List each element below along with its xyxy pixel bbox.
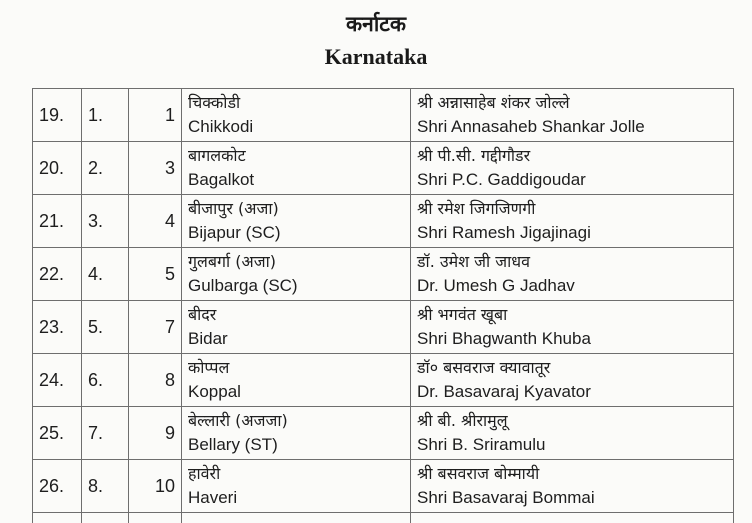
- candidate-hindi: श्री बसवराज बोम्मायी: [417, 462, 733, 486]
- state-serial-cell: 7.: [82, 407, 129, 460]
- candidate-cell: [411, 354, 734, 407]
- table-row: [33, 142, 734, 195]
- constituency-hindi: बेल्लारी (अजजा): [188, 409, 410, 433]
- constituency-number-cell: 3: [129, 142, 182, 195]
- constituency-hindi: चिक्कोडी: [188, 91, 410, 115]
- serial-cell: 22.: [33, 248, 82, 301]
- candidate-english: Shri Ramesh Jigajinagi: [417, 221, 733, 245]
- constituency-hindi: बागलकोट: [188, 144, 410, 168]
- serial-cell: 26.: [33, 460, 82, 513]
- candidate-cell: [411, 89, 734, 142]
- serial-cell: 24.: [33, 354, 82, 407]
- candidate-english: Shri Bhagwanth Khuba: [417, 327, 733, 351]
- candidate-hindi: श्री पी.सी. गद्दीगौडर: [417, 144, 733, 168]
- candidate-cell: [411, 407, 734, 460]
- table-row: [33, 407, 734, 460]
- candidate-english: Shri Annasaheb Shankar Jolle: [417, 115, 733, 139]
- constituency-number-cell: 9: [129, 407, 182, 460]
- constituency-english: Bidar: [188, 327, 410, 351]
- constituency-english: Haveri: [188, 486, 410, 510]
- candidate-cell: [411, 460, 734, 513]
- constituency-hindi: हावेरी: [188, 462, 410, 486]
- constituency-number-cell: 8: [129, 354, 182, 407]
- constituency-cell: [182, 195, 411, 248]
- constituency-hindi: बीदर: [188, 303, 410, 327]
- table-row: [33, 460, 734, 513]
- candidate-cell: [411, 195, 734, 248]
- table-row: [33, 248, 734, 301]
- candidate-cell: [411, 248, 734, 301]
- constituency-hindi: गुलबर्गा (अजा): [188, 250, 410, 274]
- constituency-number-cell: 7: [129, 301, 182, 354]
- state-serial-cell: 8.: [82, 460, 129, 513]
- candidate-english: Dr. Umesh G Jadhav: [417, 274, 733, 298]
- state-title-hindi: कर्नाटक: [0, 10, 752, 38]
- candidate-hindi: श्री रमेश जिगजिणगी: [417, 197, 733, 221]
- constituency-english: Bellary (ST): [188, 433, 410, 457]
- serial-cell: 25.: [33, 407, 82, 460]
- serial-cell: 19.: [33, 89, 82, 142]
- candidate-cell: [411, 301, 734, 354]
- candidate-hindi: श्री बी. श्रीरामुलू: [417, 409, 733, 433]
- table-row: [33, 301, 734, 354]
- constituency-cell: [182, 460, 411, 513]
- constituency-number-cell: 1: [129, 89, 182, 142]
- constituency-cell: [182, 354, 411, 407]
- constituency-english: Koppal: [188, 380, 410, 404]
- constituency-cell: [182, 142, 411, 195]
- serial-cell: 21.: [33, 195, 82, 248]
- constituency-hindi: बीजापुर (अजा): [188, 197, 410, 221]
- constituency-number-cell: 5: [129, 248, 182, 301]
- constituency-cell: [182, 301, 411, 354]
- constituency-hindi: कोप्पल: [188, 356, 410, 380]
- candidate-cell: [411, 142, 734, 195]
- candidate-english: Dr. Basavaraj Kyavator: [417, 380, 733, 404]
- table-row: [33, 195, 734, 248]
- candidate-english: Shri B. Sriramulu: [417, 433, 733, 457]
- state-serial-cell: 2.: [82, 142, 129, 195]
- constituency-cell: [182, 407, 411, 460]
- serial-cell: 20.: [33, 142, 82, 195]
- state-serial-cell: 3.: [82, 195, 129, 248]
- table-row: [33, 89, 734, 142]
- state-serial-cell: 4.: [82, 248, 129, 301]
- constituency-english: Chikkodi: [188, 115, 410, 139]
- serial-cell: 23.: [33, 301, 82, 354]
- constituency-number-cell: 10: [129, 460, 182, 513]
- constituency-english: Bijapur (SC): [188, 221, 410, 245]
- candidate-hindi: श्री भगवंत खूबा: [417, 303, 733, 327]
- constituency-number-cell: 4: [129, 195, 182, 248]
- candidate-hindi: डॉ० बसवराज क्यावातूर: [417, 356, 733, 380]
- candidate-english: Shri P.C. Gaddigoudar: [417, 168, 733, 192]
- candidate-hindi: डॉ. उमेश जी जाधव: [417, 250, 733, 274]
- constituency-cell: [182, 89, 411, 142]
- state-serial-cell: 6.: [82, 354, 129, 407]
- state-serial-cell: 1.: [82, 89, 129, 142]
- candidate-english: Shri Basavaraj Bommai: [417, 486, 733, 510]
- candidate-hindi: श्री अन्नासाहेब शंकर जोल्ले: [417, 91, 733, 115]
- constituency-english: Bagalkot: [188, 168, 410, 192]
- state-title-english: Karnataka: [0, 44, 752, 70]
- candidate-table: [32, 88, 734, 523]
- table-row: [33, 354, 734, 407]
- state-serial-cell: 5.: [82, 301, 129, 354]
- constituency-english: Gulbarga (SC): [188, 274, 410, 298]
- constituency-cell: [182, 248, 411, 301]
